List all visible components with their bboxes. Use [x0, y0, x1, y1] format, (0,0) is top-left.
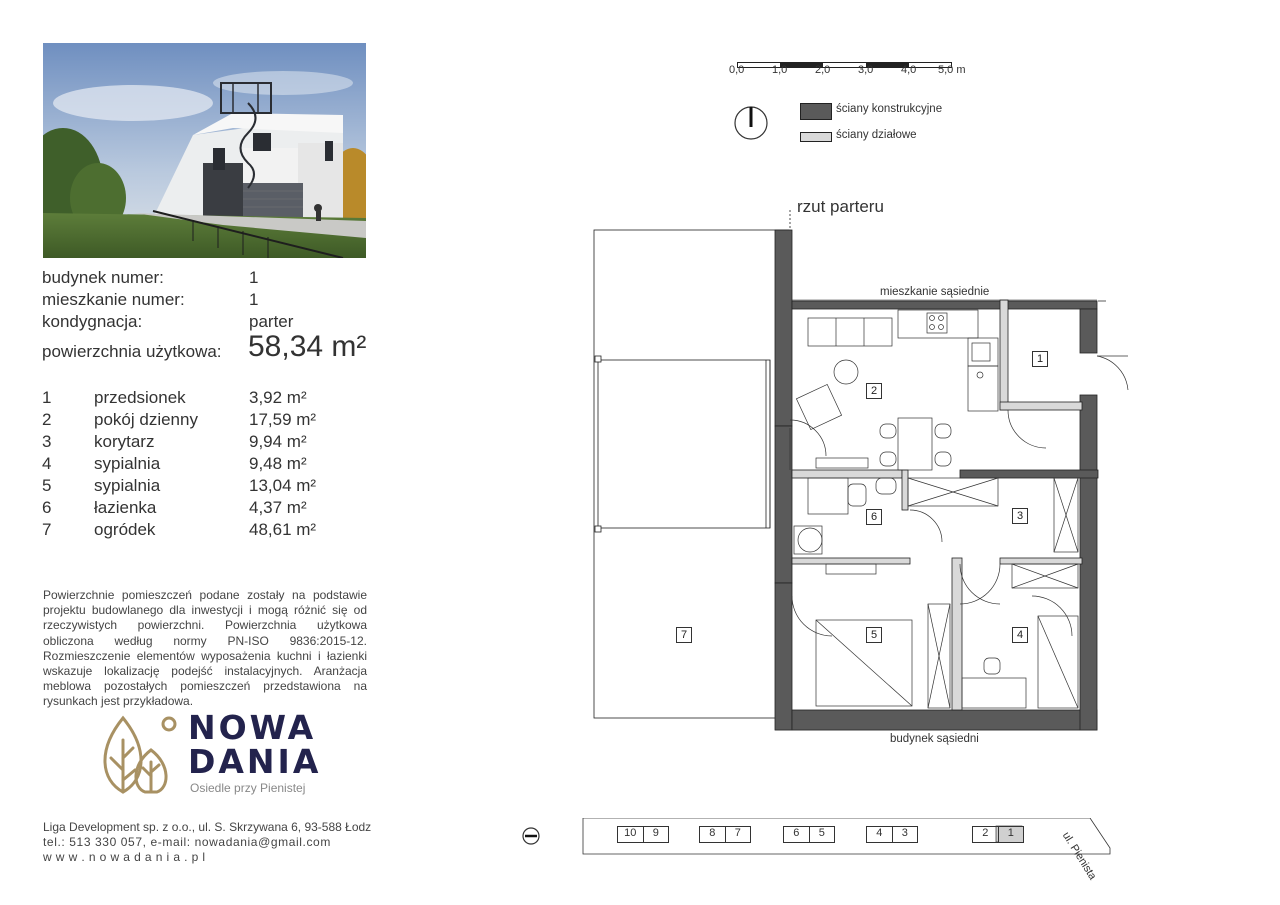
contact-phone-email: tel.: 513 330 057, e-mail: nowadania@gmail.com [43, 835, 331, 849]
room-name: sypialnia [94, 476, 161, 495]
floor-value: parter [249, 312, 294, 331]
neighbor-building-label: budynek sąsiedni [890, 733, 979, 745]
building-photo [43, 43, 366, 258]
brand-name-line1: NOWA [188, 708, 317, 747]
room-name: przedsionek [94, 388, 186, 407]
room-tag-2[interactable]: 2 [866, 383, 882, 399]
site-unit-pair [783, 826, 835, 843]
room-area: 17,59 m² [249, 410, 317, 429]
site-unit-pair [866, 826, 918, 843]
site-unit[interactable]: 6 [784, 827, 810, 842]
north-arrow-icon [733, 105, 769, 141]
street-label: ul. Pienista [1059, 830, 1099, 882]
scale-label: 3,0 [858, 64, 874, 76]
room-name: sypialnia [94, 454, 161, 473]
disclaimer-note: Powierzchnie pomieszczeń podane zostały na podstawie projektu budowlanego dla inwestycji i mogą różnić się od rzeczywistych powierzchni. Powierzchnia użytkowa obliczona według normy PN-ISO 9836:2015-12. Rozmieszczenie elementów wyposażenia kuchni i łazienki wskazuje lokalizację podejść instalacyjnych. Aranżacja meblowa pozostałych pomieszczeń przedstawiona na rysunkach jest przykładowa. [43, 588, 367, 709]
room-area: 13,04 m² [249, 476, 317, 495]
room-tag-6[interactable]: 6 [866, 509, 882, 525]
floor-plan [580, 180, 1140, 740]
legend-partition-swatch [800, 132, 832, 142]
site-unit[interactable]: 4 [867, 827, 893, 842]
room-area: 9,94 m² [249, 432, 307, 451]
site-unit[interactable]: 2 [973, 827, 999, 842]
company-address: Liga Development sp. z o.o., ul. S. Skrzywana 6, 93-588 Łodz [43, 820, 372, 834]
legend-structural-swatch [800, 103, 832, 120]
room-number: 4 [42, 454, 52, 473]
plan-title: rzut parteru [797, 197, 884, 216]
site-unit[interactable]: 10 [618, 827, 644, 842]
building-label: budynek numer: [42, 268, 164, 287]
room-tag-3[interactable]: 3 [1012, 508, 1028, 524]
legend-structural-label: ściany konstrukcyjne [836, 103, 943, 115]
scale-bar [737, 56, 953, 64]
brand-subtitle: Osiedle przy Pienistej [190, 781, 306, 795]
scale-label: 1,0 [772, 64, 788, 76]
room-tag-4[interactable]: 4 [1012, 627, 1028, 643]
scale-label: 2,0 [815, 64, 831, 76]
site-unit-pair [972, 826, 1024, 843]
site-unit-pair [699, 826, 751, 843]
flat-value: 1 [249, 290, 259, 309]
room-number: 3 [42, 432, 52, 451]
room-area: 48,61 m² [249, 520, 317, 539]
room-name: pokój dzienny [94, 410, 198, 429]
room-name: ogródek [94, 520, 156, 539]
site-unit[interactable]: 8 [700, 827, 726, 842]
room-number: 2 [42, 410, 52, 429]
website-link[interactable]: w w w . n o w a d a n i a . p l [43, 850, 206, 864]
tree-logo-icon [93, 710, 183, 795]
room-name: korytarz [94, 432, 155, 451]
room-name: łazienka [94, 498, 157, 517]
scale-label: 5,0 m [938, 64, 966, 76]
site-unit-pair [617, 826, 669, 843]
brand-logo [93, 708, 353, 798]
scale-label: 0,0 [729, 64, 745, 76]
room-area: 4,37 m² [249, 498, 307, 517]
area-value: 58,34 m² [248, 330, 367, 363]
site-unit[interactable]: 9 [652, 827, 659, 839]
flat-label: mieszkanie numer: [42, 290, 185, 309]
site-unit[interactable]: 5 [818, 827, 825, 839]
scale-label: 4,0 [901, 64, 917, 76]
legend-partition-label: ściany działowe [836, 129, 917, 141]
brand-name-line2: DANIA [188, 742, 322, 781]
building-value: 1 [249, 268, 259, 287]
room-number: 5 [42, 476, 52, 495]
area-label: powierzchnia użytkowa: [42, 342, 222, 361]
room-tag-7[interactable]: 7 [676, 627, 692, 643]
room-tag-5[interactable]: 5 [866, 627, 882, 643]
room-area: 9,48 m² [249, 454, 307, 473]
room-tag-1[interactable]: 1 [1032, 351, 1048, 367]
site-unit[interactable]: 7 [734, 827, 741, 839]
room-area: 3,92 m² [249, 388, 307, 407]
room-number: 6 [42, 498, 52, 517]
room-number: 7 [42, 520, 52, 539]
room-number: 1 [42, 388, 52, 407]
neighbor-flat-label: mieszkanie sąsiednie [880, 286, 990, 298]
floor-label: kondygnacja: [42, 312, 143, 331]
site-unit-current[interactable]: 1 [999, 827, 1024, 842]
site-unit[interactable]: 3 [901, 827, 908, 839]
